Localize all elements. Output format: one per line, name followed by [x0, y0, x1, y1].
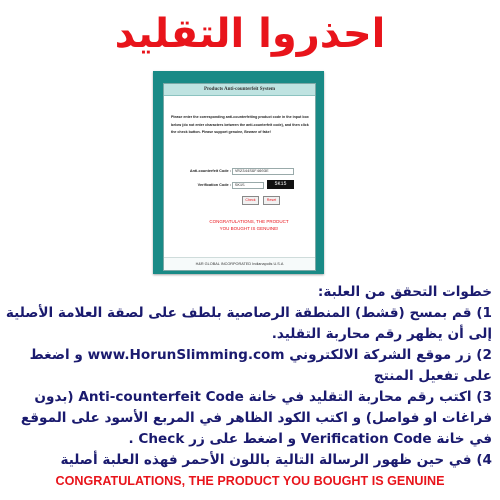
check-button[interactable]: Check	[242, 196, 259, 205]
step-1: 1) قم بمسح (قشط) المنطقة الرصاصية بلطف على لصقة العلامة الأصلية إلى أن يظهر رقم محاربة التقليد.	[5, 305, 492, 342]
verification-steps	[4, 282, 492, 471]
code-label: Anti-counterfeit Code :	[189, 169, 231, 173]
congratulations-message: CONGRATULATIONS, THE PRODUCT YOU BOUGHT IS GENUINE!	[209, 219, 289, 231]
verification-label: Verification Code :	[197, 183, 231, 187]
step-2: 2) زر موقع الشركة الالكتروني www.HorunSlimming.com و اضغط على تفعيل المنتج	[29, 347, 492, 384]
genuine-message: CONGRATULATIONS, THE PRODUCT YOU BOUGHT IS GENUINE	[55, 474, 445, 488]
page-headline: احذروا التقليد	[114, 11, 386, 57]
panel-footer: H&R GLOBAL INCORPORATED Indianapolis U.S.A	[164, 257, 315, 270]
anti-counterfeit-code-input[interactable]: VR2344SGF4603E	[232, 168, 294, 175]
captcha-image: 5K15	[267, 180, 294, 189]
steps-heading: خطوات التحقق من العلبة:	[317, 284, 492, 300]
verification-site-screenshot	[153, 71, 324, 274]
step-4: 4) في حين ظهور الرسالة التالية باللون الأحمر فهذه العلبة أصلية	[60, 452, 492, 468]
anti-counterfeit-panel	[163, 83, 316, 271]
panel-title: Products Anti-counterfeit System	[164, 84, 315, 96]
reset-button[interactable]: Reset	[263, 196, 280, 205]
step-3: 3) اكتب رقم محاربة التقليد في خانة Anti-counterfeit Code (بدون فراغات او فواصل) و اكتب الكود الظاهر في المربع الأسود على الموقع في خانة Verification Code و اضغط على زر Check .	[20, 389, 492, 447]
verification-code-input[interactable]: 5K15	[232, 182, 264, 189]
panel-instructions: Please enter the corresponding anti-counterfeiting product code in the input box below (do not enter characters between the anti-counterfeit code), and then click the check button. Please support genuine, Beware of fake!	[171, 115, 309, 134]
